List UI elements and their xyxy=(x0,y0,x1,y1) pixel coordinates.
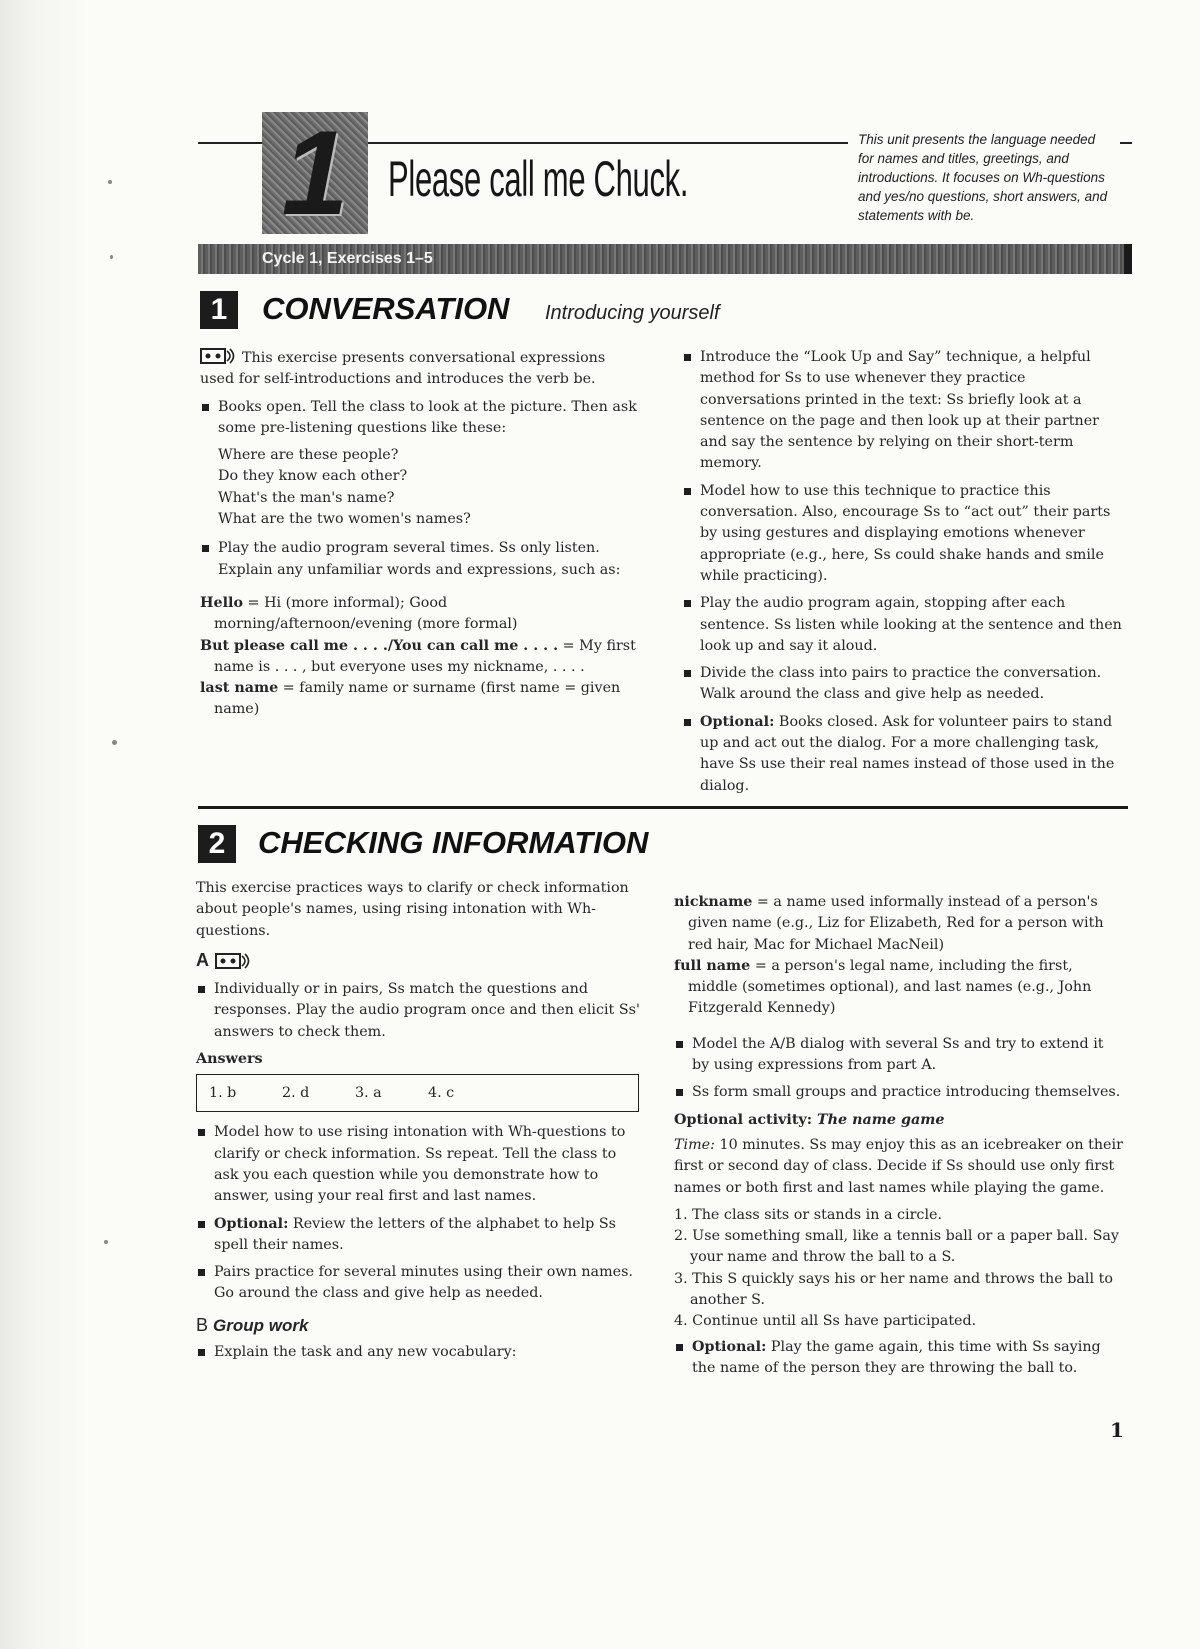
answer-item: 4. c xyxy=(428,1084,455,1101)
section-1-bullet-look-up-say: Introduce the “Look Up and Say” technique, a helpful method for Ss to use whenever they practice conversations printed in the text: Ss briefly look at a sentence on the page and then look up at their partner and say the sentence by relying on their short-term memory. xyxy=(682,347,1122,475)
section-2-number: 2 xyxy=(198,825,236,863)
scan-speck xyxy=(108,180,112,184)
vocab-item xyxy=(200,636,640,679)
part-a-heading xyxy=(196,950,644,971)
vocab-term: full name xyxy=(674,957,751,974)
optional-activity-heading xyxy=(674,1110,1124,1131)
section-1-bullet-optional xyxy=(682,712,1122,797)
step-item: 1. The class sits or stands in a circle. xyxy=(674,1206,943,1223)
answer-item: 2. d xyxy=(282,1084,310,1101)
section-2-bullet-optional-game xyxy=(674,1337,1124,1380)
page-number: 1 xyxy=(1110,1418,1124,1442)
step-item: 2. Use something small, like a tennis ball or a paper ball. Say your name and throw the ball to a S. xyxy=(674,1228,1119,1266)
optional-activity-label: Optional activity: xyxy=(674,1111,813,1128)
vocab-definition: = Hi (more informal); Good morning/afternoon/evening (more formal) xyxy=(214,594,518,633)
part-b-label: B xyxy=(196,1314,209,1335)
answers-box xyxy=(196,1074,639,1112)
section-1-bullet-books-open: Books open. Tell the class to look at the picture. Then ask some pre-listening questions like these: xyxy=(200,397,640,440)
section-2-bullet-rising-intonation: Model how to use rising intonation with Wh-questions to clarify or check information. Ss repeat. Tell the class to ask you each question while you demonstrate how to answer, using your real first and last names. xyxy=(196,1122,644,1207)
section-2-title: CHECKING INFORMATION xyxy=(258,825,649,860)
section-1-right-column xyxy=(682,347,1122,803)
section-1-bullet-pairs: Divide the class into pairs to practice the conversation. Walk around the class and give help as needed. xyxy=(682,663,1122,706)
scan-speck xyxy=(104,1240,108,1244)
section-2-bullet-small-groups: Ss form small groups and practice introducing themselves. xyxy=(674,1082,1124,1103)
section-2-bullet-match: Individually or in pairs, Ss match the questions and responses. Play the audio program once and then elicit Ss' answers to check them. xyxy=(196,979,644,1043)
vocab-item xyxy=(200,678,640,721)
section-1-title: CONVERSATION xyxy=(262,291,510,326)
question-item: Do they know each other? xyxy=(218,468,408,485)
vocab-item xyxy=(200,593,640,636)
section-2-bullet-pairs-practice: Pairs practice for several minutes using their own names. Go around the class and give help as needed. xyxy=(196,1262,644,1305)
section-2-bullet-optional-alphabet xyxy=(196,1214,644,1257)
optional-activity-title: The name game xyxy=(817,1111,945,1128)
vocab-definition: = family name or surname (first name = given name) xyxy=(214,680,621,718)
answers-label: Answers xyxy=(196,1051,263,1068)
step-item: 4. Continue until all Ss have participated. xyxy=(674,1313,977,1330)
optional-label: Optional: xyxy=(692,1338,767,1355)
scan-speck xyxy=(110,255,113,259)
section-2-bullet-explain-task: Explain the task and any new vocabulary: xyxy=(196,1342,644,1363)
optional-text: Play the game again, this time with Ss saying the name of the person they are throwing the ball to. xyxy=(692,1338,1101,1376)
section-1-bullet-play-audio: Play the audio program several times. Ss only listen. Explain any unfamiliar words and expressions, such as: xyxy=(200,538,640,581)
vocab-definition: = a person's legal name, including the first, middle (sometimes optional), and last names (e.g., John Fitzgerald Kennedy) xyxy=(688,957,1092,1017)
time-label: Time: xyxy=(674,1136,715,1153)
unit-number: 1 xyxy=(281,106,349,240)
section-2-rule xyxy=(198,806,1128,809)
part-b-heading xyxy=(196,1315,644,1336)
scan-edge-shadow xyxy=(0,0,90,1649)
question-item: What are the two women's names? xyxy=(218,511,471,528)
optional-label: Optional: xyxy=(214,1215,289,1232)
unit-number-box xyxy=(262,106,368,240)
section-1-left-column xyxy=(200,347,640,721)
section-1-vocabulary xyxy=(200,593,640,721)
vocab-definition: = a name used informally instead of a person's given name (e.g., Liz for Elizabeth, Red for a person with red hair, Mac for Michael MacNeil) xyxy=(688,894,1104,953)
vocab-item xyxy=(674,956,1124,1020)
cassette-icon xyxy=(215,952,251,970)
unit-title: Please call me Chuck. xyxy=(388,151,689,207)
section-1-intro-text: This exercise presents conversational expressions used for self-introductions and introduces the verb be. xyxy=(200,350,606,388)
vocab-definition: = My first name is . . . , but everyone uses my nickname, . . . . xyxy=(214,637,636,675)
part-b-title: Group work xyxy=(213,1315,309,1335)
section-1-bullet-play-again: Play the audio program again, stopping after each sentence. Ss listen while looking at the sentence and then look up and say it aloud. xyxy=(682,593,1122,657)
optional-label: Optional: xyxy=(700,713,775,730)
step-item: 3. This S quickly says his or her name and throws the ball to another S. xyxy=(674,1270,1113,1309)
part-a-label: A xyxy=(196,949,209,970)
section-2-bullet-model-dialog: Model the A/B dialog with several Ss and try to extend it by using expressions from part A. xyxy=(674,1034,1124,1077)
vocab-item xyxy=(674,892,1124,956)
time-text: 10 minutes. Ss may enjoy this as an icebreaker on their first or second day of class. Decide if Ss should use only first names or both first and last names while playing the game. xyxy=(674,1136,1123,1196)
section-1-number: 1 xyxy=(200,291,238,329)
vocab-term: But please call me . . . ./You can call me . . . . xyxy=(200,637,559,654)
answer-item: 1. b xyxy=(209,1084,237,1101)
vocab-term: last name xyxy=(200,680,279,697)
optional-text: Books closed. Ask for volunteer pairs to stand up and act out the dialog. For a more challenging task, have Ss use their real names instead of those used in the dialog. xyxy=(700,713,1115,794)
cassette-icon xyxy=(200,347,236,365)
vocab-term: nickname xyxy=(674,894,753,910)
header-rule-right xyxy=(1120,142,1132,144)
section-1-subtitle: Introducing yourself xyxy=(545,302,720,324)
vocab-term: Hello xyxy=(200,594,244,611)
cycle-label: Cycle 1, Exercises 1–5 xyxy=(262,250,433,267)
section-2-left-column xyxy=(196,878,644,1369)
unit-intro: This unit presents the language needed for names and titles, greetings, and introductions. It focuses on Wh-questions and yes/no questions, short answers, and statements with be. xyxy=(858,132,1108,223)
section-2-right-column xyxy=(674,892,1124,1385)
question-item: What's the man's name? xyxy=(218,489,395,506)
section-1-intro xyxy=(200,347,640,391)
name-game-steps xyxy=(674,1205,1124,1333)
section-2-intro: This exercise practices ways to clarify or check information about people's names, using rising intonation with Wh-questions. xyxy=(196,880,629,939)
scan-speck xyxy=(112,740,117,745)
optional-activity-time xyxy=(674,1135,1124,1199)
answer-item: 3. a xyxy=(355,1084,382,1101)
section-1-bullet-model-technique: Model how to use this technique to practice this conversation. Also, encourage Ss to “act out” their parts by using gestures and displaying emotions whenever appropriate (e.g., here, Ss could shake hands and smile while practicing). xyxy=(682,481,1122,587)
question-item: Where are these people? xyxy=(218,447,399,464)
optional-text: Review the letters of the alphabet to help Ss spell their names. xyxy=(214,1215,616,1253)
prelistening-questions xyxy=(200,445,640,530)
